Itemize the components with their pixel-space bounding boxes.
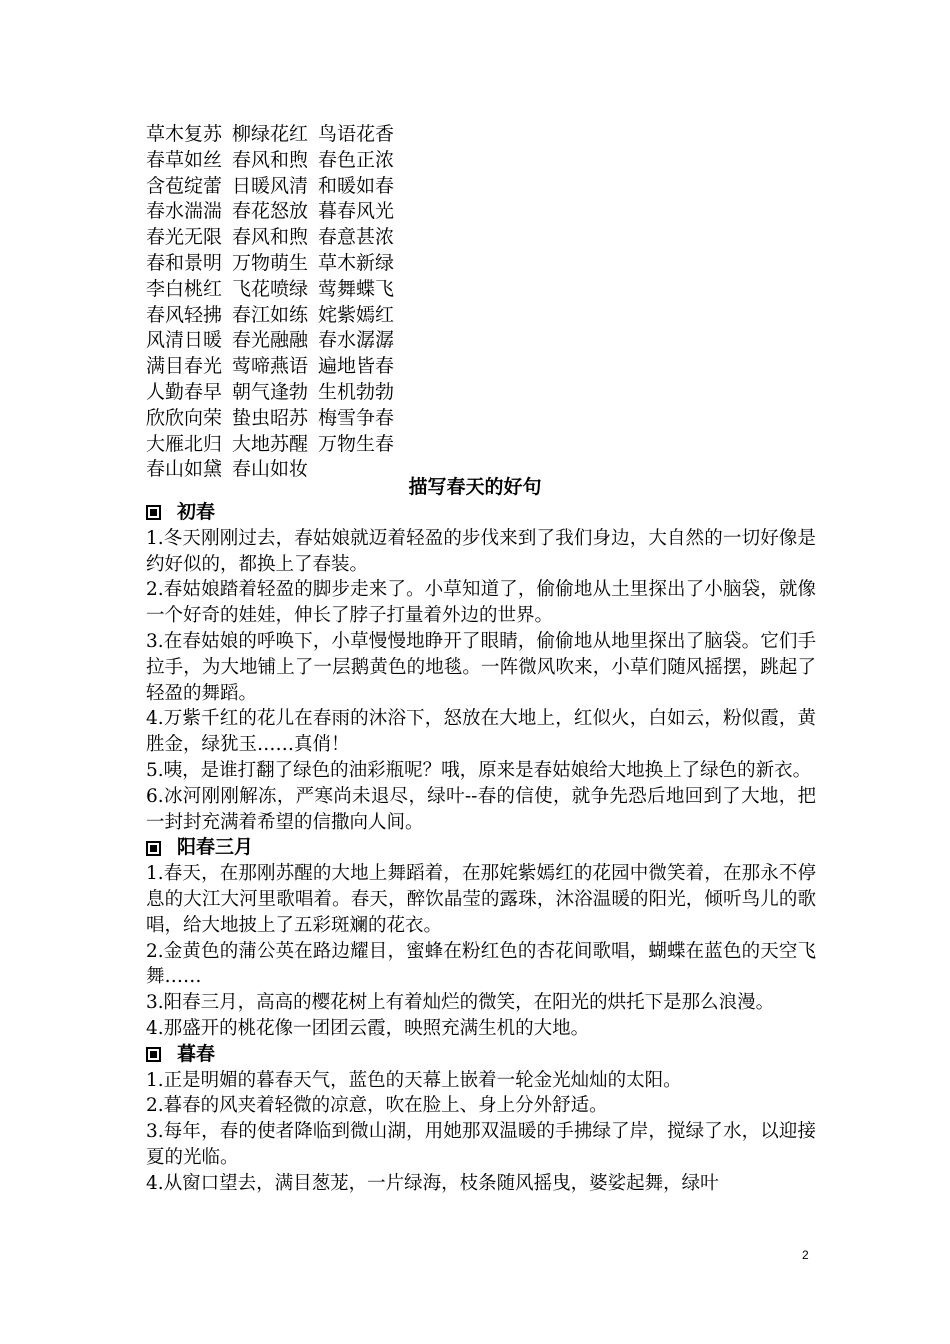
section-heading-text: 阳春三月 — [177, 836, 254, 859]
section-heading — [146, 835, 816, 861]
idiom: 鸟语花香 — [318, 123, 395, 145]
idiom: 人勤春早 — [146, 380, 223, 403]
sentence-paragraph: 3.每年，春的使者降临到微山湖，用她那双温暖的手拂绿了岸，搅绿了水，以迎接夏的光临。 — [146, 1121, 816, 1168]
sentence-paragraph: 6.冰河刚刚解冻，严寒尚未退尽，绿叶--春的信使，就争先恐后地回到了大地，把一封封充满着希望的信撒向人间。 — [146, 785, 816, 833]
idiom-row — [146, 354, 404, 380]
section-heading-text: 初春 — [177, 501, 216, 523]
idiom: 大雁北归 — [146, 432, 223, 455]
section-heading — [146, 500, 816, 526]
idiom: 春光融融 — [232, 329, 309, 352]
sentence-paragraph: 2.金黄色的蒲公英在路边耀目，蜜蜂在粉红色的杏花间歌唱，蝴蝶在蓝色的天空飞舞…… — [146, 940, 816, 988]
idiom: 春风和煦 — [232, 148, 309, 171]
idiom: 春江如练 — [232, 303, 309, 326]
idiom: 春光无限 — [146, 226, 223, 249]
idiom-row — [146, 122, 404, 148]
sentence-sections — [146, 500, 816, 1197]
idiom: 春意甚浓 — [318, 226, 395, 249]
idiom-row — [146, 328, 404, 354]
idiom: 春草如丝 — [146, 148, 223, 171]
idiom: 李白桃红 — [146, 277, 223, 300]
sentence-paragraph: 3.阳春三月，高高的樱花树上有着灿烂的微笑，在阳光的烘托下是那么浪漫。 — [146, 992, 775, 1014]
idiom-row — [146, 251, 404, 277]
idiom-row — [146, 277, 404, 303]
sentence-paragraph: 1.冬天刚刚过去，春姑娘就迈着轻盈的步伐来到了我们身边，大自然的一切好像是约好似的，都换上了春装。 — [146, 527, 816, 575]
sentence-paragraph: 1.正是明媚的暮春天气，蓝色的天幕上嵌着一轮金光灿灿的太阳。 — [146, 1069, 682, 1091]
idiom: 春水潺潺 — [318, 329, 395, 352]
square-bullet-icon — [146, 841, 161, 856]
idiom: 春花怒放 — [232, 200, 309, 223]
idiom-row — [146, 432, 404, 458]
idiom-list — [146, 122, 404, 483]
idiom: 蛰虫昭苏 — [232, 406, 309, 429]
idiom: 柳绿花红 — [232, 123, 309, 145]
idiom: 飞花喷绿 — [232, 277, 309, 300]
idiom: 日暖风清 — [232, 174, 309, 197]
idiom: 姹紫嫣红 — [318, 303, 395, 326]
idiom: 莺啼燕语 — [232, 355, 309, 378]
square-bullet-icon — [146, 1047, 161, 1062]
idiom: 万物生春 — [318, 432, 395, 455]
idiom: 朝气逢勃 — [232, 380, 309, 403]
section-heading-text: 暮春 — [177, 1042, 216, 1065]
sentence-paragraph: 3.在春姑娘的呼唤下，小草慢慢地睁开了眼睛，偷偷地从地里探出了脑袋。它们手拉手，为大地铺上了一层鹅黄色的地毯。一阵微风吹来，小草们随风摇摆，跳起了轻盈的舞蹈。 — [146, 630, 816, 704]
sentence-paragraph: 4.那盛开的桃花像一团团云霞，映照充满生机的大地。 — [146, 1017, 590, 1039]
idiom-row — [146, 148, 404, 174]
idiom: 欣欣向荣 — [146, 406, 223, 429]
idiom-row — [146, 380, 404, 406]
idiom-row — [146, 225, 404, 251]
idiom: 万物萌生 — [232, 251, 309, 274]
square-bullet-icon — [146, 505, 161, 520]
idiom: 莺舞蝶飞 — [318, 277, 395, 300]
idiom: 遍地皆春 — [318, 355, 395, 378]
idiom: 含苞绽蕾 — [146, 174, 223, 197]
sentence-paragraph: 2.春姑娘踏着轻盈的脚步走来了。小草知道了，偷偷地从土里探出了小脑袋，就像一个好奇的娃娃，伸长了脖子打量着外边的世界。 — [146, 579, 816, 627]
sentence-paragraph: 4.从窗口望去，满目葱茏，一片绿海，枝条随风摇曳，婆娑起舞，绿叶 — [146, 1172, 719, 1194]
sentence-paragraph: 1.春天，在那刚苏醒的大地上舞蹈着，在那姹紫嫣红的花园中微笑着，在那永不停息的大江大河里歌唱着。春天，醉饮晶莹的露珠，沐浴温暖的阳光，倾听鸟儿的歌唱，给大地披上了五彩斑斓的花衣。 — [146, 863, 816, 936]
idiom: 大地苏醒 — [232, 432, 309, 455]
idiom: 春色正浓 — [318, 148, 395, 171]
idiom: 草木复苏 — [146, 123, 223, 145]
idiom: 草木新绿 — [318, 251, 395, 274]
idiom-row — [146, 199, 404, 225]
sentence-paragraph: 2.暮春的风夹着轻微的凉意，吹在脸上、身上分外舒适。 — [146, 1095, 608, 1117]
sentence-paragraph: 5.咦，是谁打翻了绿色的油彩瓶呢？哦，原来是春姑娘给大地换上了绿色的新衣。 — [146, 759, 812, 781]
page-title: 描写春天的好句 — [408, 476, 542, 498]
idiom: 春和景明 — [146, 251, 223, 274]
idiom: 和暖如春 — [318, 174, 395, 197]
section-heading — [146, 1042, 816, 1068]
idiom: 梅雪争春 — [318, 406, 395, 429]
idiom: 春风轻拂 — [146, 303, 223, 326]
page-number: 2 — [802, 1248, 809, 1262]
idiom: 满目春光 — [146, 355, 223, 378]
idiom: 春水湍湍 — [146, 200, 223, 223]
idiom: 春山如妆 — [232, 458, 309, 481]
idiom: 春山如黛 — [146, 458, 223, 481]
idiom-row — [146, 303, 404, 329]
idiom-row — [146, 406, 404, 432]
idiom: 风清日暖 — [146, 329, 223, 352]
idiom-row — [146, 174, 404, 200]
idiom: 生机勃勃 — [318, 380, 395, 403]
idiom: 暮春风光 — [318, 200, 395, 223]
sentence-paragraph: 4.万紫千红的花儿在春雨的沐浴下，怒放在大地上，红似火，白如云，粉似霞，黄胜金，绿犹玉……真俏！ — [146, 708, 816, 756]
idiom: 春风和煦 — [232, 226, 309, 249]
